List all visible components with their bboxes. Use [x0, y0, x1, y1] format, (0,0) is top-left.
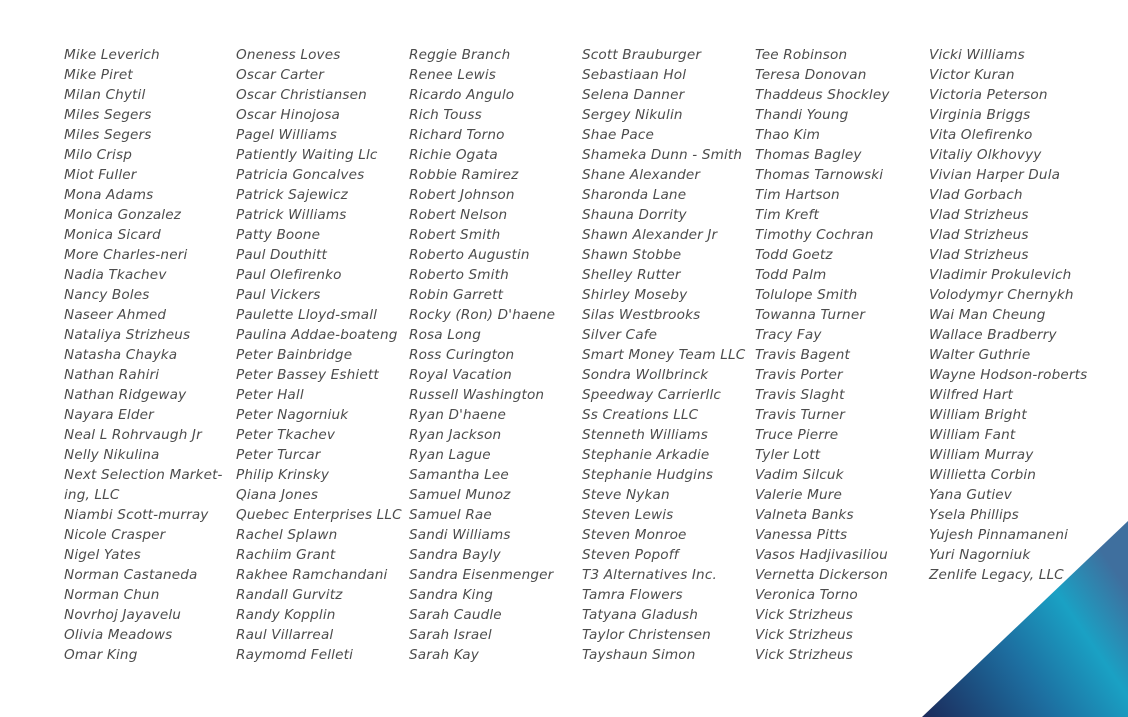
name-entry: Patiently Waiting Llc: [236, 147, 378, 163]
name-entry: Niambi Scott-murray: [64, 507, 209, 523]
name-entry: Sandra Bayly: [409, 547, 501, 563]
name-column-2: [236, 45, 406, 665]
name-entry: Tim Hartson: [755, 187, 840, 203]
name-entry: Rocky (Ron) D'haene: [409, 307, 556, 323]
name-entry: Peter Nagorniuk: [236, 407, 349, 423]
name-entry: Oscar Carter: [236, 67, 324, 83]
name-entry: Oscar Christiansen: [236, 87, 367, 103]
name-entry: Vlad Strizheus: [929, 227, 1029, 243]
name-entry: Wayne Hodson-roberts: [929, 367, 1088, 383]
name-entry: Vlad Strizheus: [929, 207, 1029, 223]
name-entry: Shawn Alexander Jr: [582, 227, 718, 243]
name-entry: Peter Turcar: [236, 447, 321, 463]
name-entry: Rich Touss: [409, 107, 482, 123]
name-entry: Volodymyr Chernykh: [929, 287, 1074, 303]
name-entry: Travis Slaght: [755, 387, 845, 403]
name-entry: Shameka Dunn - Smith: [582, 147, 743, 163]
name-entry: Valneta Banks: [755, 507, 854, 523]
name-entry: Ss Creations LLC: [582, 407, 699, 423]
name-entry: Nataliya Strizheus: [64, 327, 191, 343]
name-entry: Tolulope Smith: [755, 287, 858, 303]
name-entry: Samantha Lee: [409, 467, 509, 483]
name-entry: Sharonda Lane: [582, 187, 687, 203]
name-entry: Steven Monroe: [582, 527, 687, 543]
name-entry: Royal Vacation: [409, 367, 512, 383]
name-entry: Vick Strizheus: [755, 607, 853, 623]
name-entry: Tim Kreft: [755, 207, 819, 223]
name-entry: Ricardo Angulo: [409, 87, 515, 103]
name-entry: Tamra Flowers: [582, 587, 683, 603]
name-column-1: [64, 45, 232, 665]
name-entry: Sandra King: [409, 587, 494, 603]
name-entry: Mike Leverich: [64, 47, 160, 63]
name-entry: Taylor Christensen: [582, 627, 711, 643]
name-entry: Virginia Briggs: [929, 107, 1031, 123]
name-entry: Silas Westbrooks: [582, 307, 701, 323]
name-entry: Oscar Hinojosa: [236, 107, 341, 123]
name-entry: Shelley Rutter: [582, 267, 681, 283]
name-entry: Vicki Williams: [929, 47, 1025, 63]
name-entry: Omar King: [64, 647, 138, 663]
name-entry: Sarah Caudle: [409, 607, 502, 623]
name-entry: Randall Gurvitz: [236, 587, 343, 603]
name-entry: Travis Turner: [755, 407, 846, 423]
name-entry: Vanessa Pitts: [755, 527, 848, 543]
name-entry: Sarah Kay: [409, 647, 479, 663]
name-entry: Stephanie Hudgins: [582, 467, 714, 483]
name-entry: Miot Fuller: [64, 167, 137, 183]
name-entry: William Bright: [929, 407, 1027, 423]
name-entry: Norman Castaneda: [64, 567, 198, 583]
name-entry: Shauna Dorrity: [582, 207, 687, 223]
name-entry: Towanna Turner: [755, 307, 866, 323]
name-entry: Steven Lewis: [582, 507, 674, 523]
name-entry: Tayshaun Simon: [582, 647, 696, 663]
name-entry: Peter Bassey Eshiett: [236, 367, 379, 383]
name-entry: Scott Brauburger: [582, 47, 702, 63]
name-entry: Vick Strizheus: [755, 647, 853, 663]
name-entry: Stephanie Arkadie: [582, 447, 710, 463]
name-entry: Willietta Corbin: [929, 467, 1037, 483]
name-entry: Truce Pierre: [755, 427, 839, 443]
name-entry: Paul Vickers: [236, 287, 321, 303]
name-entry: Selena Danner: [582, 87, 685, 103]
name-entry: Sebastiaan Hol: [582, 67, 687, 83]
name-entry: Vita Olefirenko: [929, 127, 1033, 143]
name-column-5: [755, 45, 925, 665]
name-entry: Tracy Fay: [755, 327, 822, 343]
name-entry: Paulina Addae-boateng: [236, 327, 398, 343]
name-entry: Sarah Israel: [409, 627, 492, 643]
name-entry: Ysela Phillips: [929, 507, 1019, 523]
name-entry: Monica Gonzalez: [64, 207, 182, 223]
name-entry: Vivian Harper Dula: [929, 167, 1061, 183]
name-entry: Victor Kuran: [929, 67, 1015, 83]
name-entry: Vick Strizheus: [755, 627, 853, 643]
name-entry: Nathan Ridgeway: [64, 387, 187, 403]
name-entry: Shawn Stobbe: [582, 247, 682, 263]
name-entry: Vladimir Prokulevich: [929, 267, 1072, 283]
name-entry: Ryan D'haene: [409, 407, 507, 423]
name-entry: Steven Popoff: [582, 547, 679, 563]
name-entry: Thaddeus Shockley: [755, 87, 890, 103]
name-entry: Nancy Boles: [64, 287, 150, 303]
name-entry: Thao Kim: [755, 127, 821, 143]
name-entry: Rosa Long: [409, 327, 481, 343]
name-entry: Vitaliy Olkhovyy: [929, 147, 1042, 163]
name-entry: Yujesh Pinnamaneni: [929, 527, 1069, 543]
name-entry: Raymomd Felleti: [236, 647, 354, 663]
name-entry: Sondra Wollbrinck: [582, 367, 709, 383]
name-entry: Robert Nelson: [409, 207, 508, 223]
name-entry: Todd Goetz: [755, 247, 833, 263]
name-entry: William Murray: [929, 447, 1034, 463]
name-entry: Nigel Yates: [64, 547, 141, 563]
name-entry: Raul Villarreal: [236, 627, 334, 643]
name-entry: Pagel Williams: [236, 127, 337, 143]
name-entry: Rachiim Grant: [236, 547, 336, 563]
name-entry: Next Selection Market-: [64, 467, 223, 483]
name-entry: Paul Olefirenko: [236, 267, 342, 283]
name-entry: Wai Man Cheung: [929, 307, 1046, 323]
name-entry: Robert Smith: [409, 227, 501, 243]
name-entry: Monica Sicard: [64, 227, 161, 243]
name-entry: Milo Crisp: [64, 147, 132, 163]
name-entry: Sandi Williams: [409, 527, 511, 543]
name-entry: Philip Krinsky: [236, 467, 330, 483]
name-entry: Veronica Torno: [755, 587, 858, 603]
name-entry: Silver Cafe: [582, 327, 658, 343]
name-entry: William Fant: [929, 427, 1016, 443]
name-entry: Nathan Rahiri: [64, 367, 160, 383]
name-entry: Yuri Nagorniuk: [929, 547, 1031, 563]
name-entry: Nayara Elder: [64, 407, 154, 423]
name-entry: Novrhoj Jayavelu: [64, 607, 182, 623]
name-entry: Miles Segers: [64, 107, 152, 123]
name-entry: Tee Robinson: [755, 47, 848, 63]
name-entry: Vadim Silcuk: [755, 467, 844, 483]
name-entry: Victoria Peterson: [929, 87, 1048, 103]
name-entry: Speedway Carrierllc: [582, 387, 722, 403]
name-entry: Miles Segers: [64, 127, 152, 143]
name-entry: Roberto Smith: [409, 267, 509, 283]
name-entry: Patrick Sajewicz: [236, 187, 348, 203]
name-entry: Richard Torno: [409, 127, 505, 143]
name-entry: Milan Chytil: [64, 87, 146, 103]
name-entry: Samuel Munoz: [409, 487, 511, 503]
name-entry: Wallace Bradberry: [929, 327, 1057, 343]
name-entry: Tatyana Gladush: [582, 607, 699, 623]
name-entry: Quebec Enterprises LLC: [236, 507, 402, 523]
name-entry: Valerie Mure: [755, 487, 843, 503]
name-entry: Russell Washington: [409, 387, 545, 403]
name-entry: Zenlife Legacy, LLC: [929, 567, 1064, 583]
name-entry: Peter Bainbridge: [236, 347, 353, 363]
name-entry: Patrick Williams: [236, 207, 347, 223]
name-entry: ing, LLC: [64, 487, 120, 503]
name-entry: Ryan Jackson: [409, 427, 502, 443]
name-entry: Steve Nykan: [582, 487, 670, 503]
name-entry: Samuel Rae: [409, 507, 492, 523]
name-entry: Roberto Augustin: [409, 247, 530, 263]
name-entry: Peter Hall: [236, 387, 304, 403]
name-entry: Teresa Donovan: [755, 67, 867, 83]
name-entry: Travis Porter: [755, 367, 843, 383]
name-entry: Qiana Jones: [236, 487, 319, 503]
name-entry: Naseer Ahmed: [64, 307, 167, 323]
name-entry: Mona Adams: [64, 187, 154, 203]
name-entry: Smart Money Team LLC: [582, 347, 746, 363]
name-entry: Nelly Nikulina: [64, 447, 160, 463]
name-entry: Randy Kopplin: [236, 607, 336, 623]
name-entry: Norman Chun: [64, 587, 160, 603]
name-entry: Peter Tkachev: [236, 427, 336, 443]
name-entry: Vasos Hadjivasiliou: [755, 547, 888, 563]
name-column-3: [409, 45, 579, 665]
name-entry: Ryan Lague: [409, 447, 491, 463]
name-entry: Vlad Gorbach: [929, 187, 1023, 203]
name-entry: Reggie Branch: [409, 47, 511, 63]
name-entry: Ross Curington: [409, 347, 515, 363]
name-entry: Sergey Nikulin: [582, 107, 683, 123]
name-entry: Richie Ogata: [409, 147, 498, 163]
name-entry: Yana Gutiev: [929, 487, 1012, 503]
name-entry: Timothy Cochran: [755, 227, 874, 243]
name-entry: Rakhee Ramchandani: [236, 567, 388, 583]
name-entry: Wilfred Hart: [929, 387, 1013, 403]
name-entry: Robin Garrett: [409, 287, 504, 303]
name-entry: Nicole Crasper: [64, 527, 166, 543]
name-entry: Thandi Young: [755, 107, 849, 123]
name-entry: More Charles-neri: [64, 247, 188, 263]
name-entry: Robbie Ramirez: [409, 167, 519, 183]
name-entry: Thomas Tarnowski: [755, 167, 884, 183]
name-entry: Sandra Eisenmenger: [409, 567, 554, 583]
name-entry: Vlad Strizheus: [929, 247, 1029, 263]
name-column-4: [582, 45, 752, 665]
name-entry: Natasha Chayka: [64, 347, 178, 363]
name-entry: Neal L Rohrvaugh Jr: [64, 427, 202, 443]
name-entry: Rachel Splawn: [236, 527, 338, 543]
name-entry: Paul Douthitt: [236, 247, 327, 263]
name-entry: Renee Lewis: [409, 67, 497, 83]
name-entry: Tyler Lott: [755, 447, 821, 463]
name-entry: Walter Guthrie: [929, 347, 1031, 363]
name-entry: Oneness Loves: [236, 47, 341, 63]
name-entry: Shae Pace: [582, 127, 654, 143]
name-entry: Travis Bagent: [755, 347, 850, 363]
name-entry: Robert Johnson: [409, 187, 515, 203]
name-entry: Patricia Goncalves: [236, 167, 365, 183]
name-entry: Paulette Lloyd-small: [236, 307, 378, 323]
corner-gradient-triangle: [922, 521, 1128, 717]
name-entry: Stenneth Williams: [582, 427, 708, 443]
name-entry: Shirley Moseby: [582, 287, 688, 303]
name-entry: Thomas Bagley: [755, 147, 862, 163]
name-entry: Todd Palm: [755, 267, 827, 283]
name-entry: Patty Boone: [236, 227, 321, 243]
name-column-6: [929, 45, 1099, 585]
name-entry: T3 Alternatives Inc.: [582, 567, 717, 583]
name-entry: Mike Piret: [64, 67, 133, 83]
name-entry: Nadia Tkachev: [64, 267, 167, 283]
name-entry: Vernetta Dickerson: [755, 567, 889, 583]
name-entry: Olivia Meadows: [64, 627, 173, 643]
name-entry: Shane Alexander: [582, 167, 701, 183]
